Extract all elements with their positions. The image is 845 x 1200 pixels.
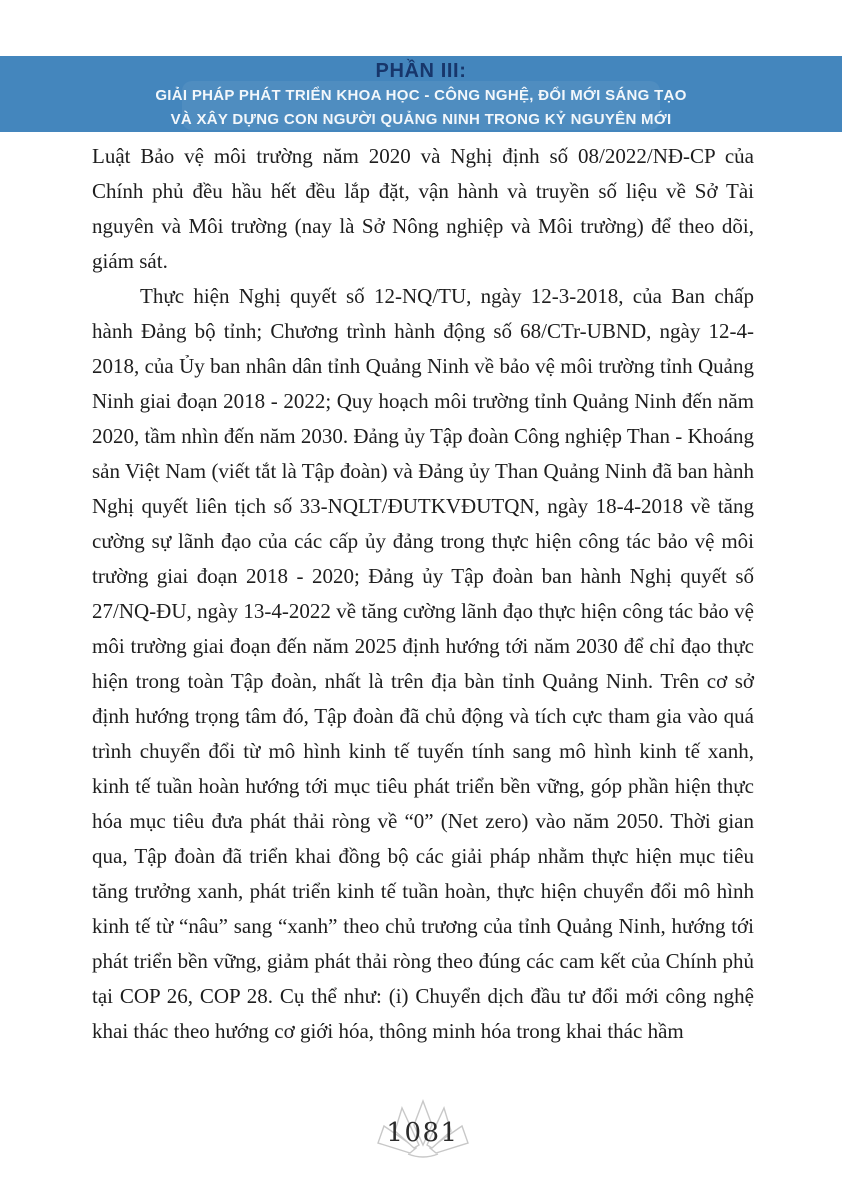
page-number: 1081 (386, 1118, 459, 1148)
paragraph: Thực hiện Nghị quyết số 12-NQ/TU, ngày 12-3-2018, của Ban chấp hành Đảng bộ tỉnh; Chương trình hành động số 68/CTr-UBND, ngày 12-4-2018, của Ủy ban nhân dân tỉnh Quảng Ninh về bảo vệ môi trường tỉnh Quảng Ninh giai đoạn 2018 - 2022; Quy hoạch môi trường tỉnh Quảng Ninh đến năm 2020, tầm nhìn đến năm 2030. Đảng ủy Tập đoàn Công nghiệp Than - Khoáng sản Việt Nam (viết tắt là Tập đoàn) và Đảng ủy Than Quảng Ninh đã ban hành Nghị quyết liên tịch số 33-NQLT/ĐUTKVĐUTQN, ngày 18-4-2018 về tăng cường sự lãnh đạo của các cấp ủy đảng trong thực hiện công tác bảo vệ môi trường giai đoạn 2018 - 2020; Đảng ủy Tập đoàn ban hành Nghị quyết số 27/NQ-ĐU, ngày 13-4-2022 về tăng cường lãnh đạo thực hiện công tác bảo vệ môi trường giai đoạn đến năm 2025 định hướng tới năm 2030 để chỉ đạo thực hiện trong toàn Tập đoàn, nhất là trên địa bàn tỉnh Quảng Ninh. Trên cơ sở định hướng trọng tâm đó, Tập đoàn đã chủ động và tích cực tham gia vào quá trình chuyển đổi từ mô hình kinh tế tuyến tính sang mô hình kinh tế xanh, kinh tế tuần hoàn hướng tới mục tiêu phát triển bền vững, góp phần hiện thực hóa mục tiêu đưa phát thải ròng về “0” (Net zero) vào năm 2050. Thời gian qua, Tập đoàn đã triển khai đồng bộ các giải pháp nhằm thực hiện mục tiêu tăng trưởng xanh, phát triển kinh tế tuần hoàn, thực hiện chuyển đổi mô hình kinh tế từ “nâu” sang “xanh” theo chủ trương của tỉnh Quảng Ninh, hướng tới phát triển bền vững, giảm phát thải ròng theo đúng các cam kết của Chính phủ tại COP 26, COP 28. Cụ thể như: (i) Chuyển dịch đầu tư đổi mới công nghệ khai thác theo hướng cơ giới hóa, thông minh hóa trong khai thác hầm (92, 284, 754, 1043)
section-subtitle-line2: VÀ XÂY DỰNG CON NGƯỜI QUẢNG NINH TRONG KỶ NGUYÊN MỚI (170, 111, 672, 128)
page-footer (0, 1098, 845, 1168)
page-body-text (92, 139, 754, 1049)
section-banner (0, 56, 842, 132)
section-subtitle-line1: GIẢI PHÁP PHÁT TRIỂN KHOA HỌC - CÔNG NGHỆ, ĐỔI MỚI SÁNG TẠO (155, 87, 687, 104)
section-part-label: PHẦN III: (375, 60, 467, 82)
page-number-block (368, 1098, 478, 1160)
paragraph: Luật Bảo vệ môi trường năm 2020 và Nghị định số 08/2022/NĐ-CP của Chính phủ đều hầu hết đều lắp đặt, vận hành và truyền số liệu về Sở Tài nguyên và Môi trường (nay là Sở Nông nghiệp và Môi trường) để theo dõi, giám sát. (92, 144, 754, 273)
